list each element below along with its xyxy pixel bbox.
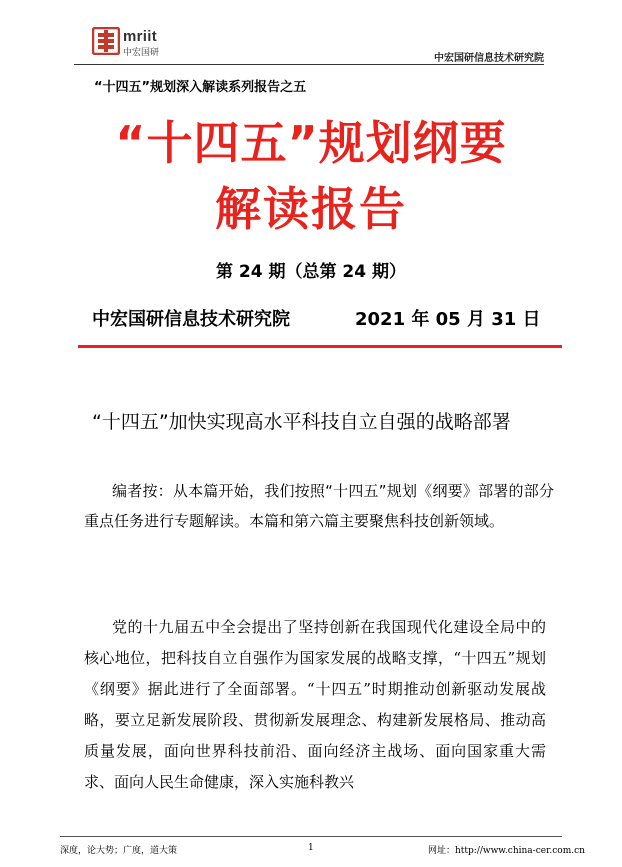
page-number: 1 [308, 843, 314, 853]
red-divider [78, 345, 562, 348]
logo-mark-icon [92, 27, 120, 55]
body-paragraph: 党的十九届五中全会提出了坚持创新在我国现代化建设全局中的核心地位，把科技自立自强作为国家发展的战略支撑，“十四五”规划《纲要》据此进行了全面部署。“十四五”时期推动创新驱动发展战略，要立足新发展阶段、贯彻新发展理念、构建新发展格局、推动高质量发展，面向世界科技前沿、面向经济主战场、面向国家重大需求、面向人民生命健康，深入实施科教兴 [84, 618, 546, 791]
footer-slogan: 深度，论大势；广度，道大策 [60, 846, 178, 856]
footer-divider [60, 836, 562, 837]
report-title-line2: 解读报告 [215, 182, 407, 236]
header-org: 中宏国研信息技术研究院 [434, 53, 544, 64]
issue-number: 第 24 期（总第 24 期） [216, 262, 406, 282]
article-title: “十四五”加快实现高水平科技自立自强的战略部署 [92, 411, 511, 433]
report-title-line1: “十四五”规划纲要 [115, 116, 507, 170]
logo [92, 27, 182, 57]
editor-note: 编者按：从本篇开始，我们按照“十四五”规划《纲要》部署的部分重点任务进行专题解读。本篇和第六篇主要聚焦科技创新领域。 [84, 482, 554, 530]
series-label: “十四五”规划深入解读系列报告之五 [94, 80, 307, 95]
publisher-org: 中宏国研信息技术研究院 [92, 309, 290, 330]
header-divider [74, 64, 544, 65]
publish-date: 2021 年 05 月 31 日 [355, 309, 541, 330]
logo-text: mriit [123, 28, 158, 45]
footer-website: 网址：http://www.china-cer.com.cn [428, 846, 585, 856]
logo-subtext: 中宏国研 [123, 48, 160, 58]
